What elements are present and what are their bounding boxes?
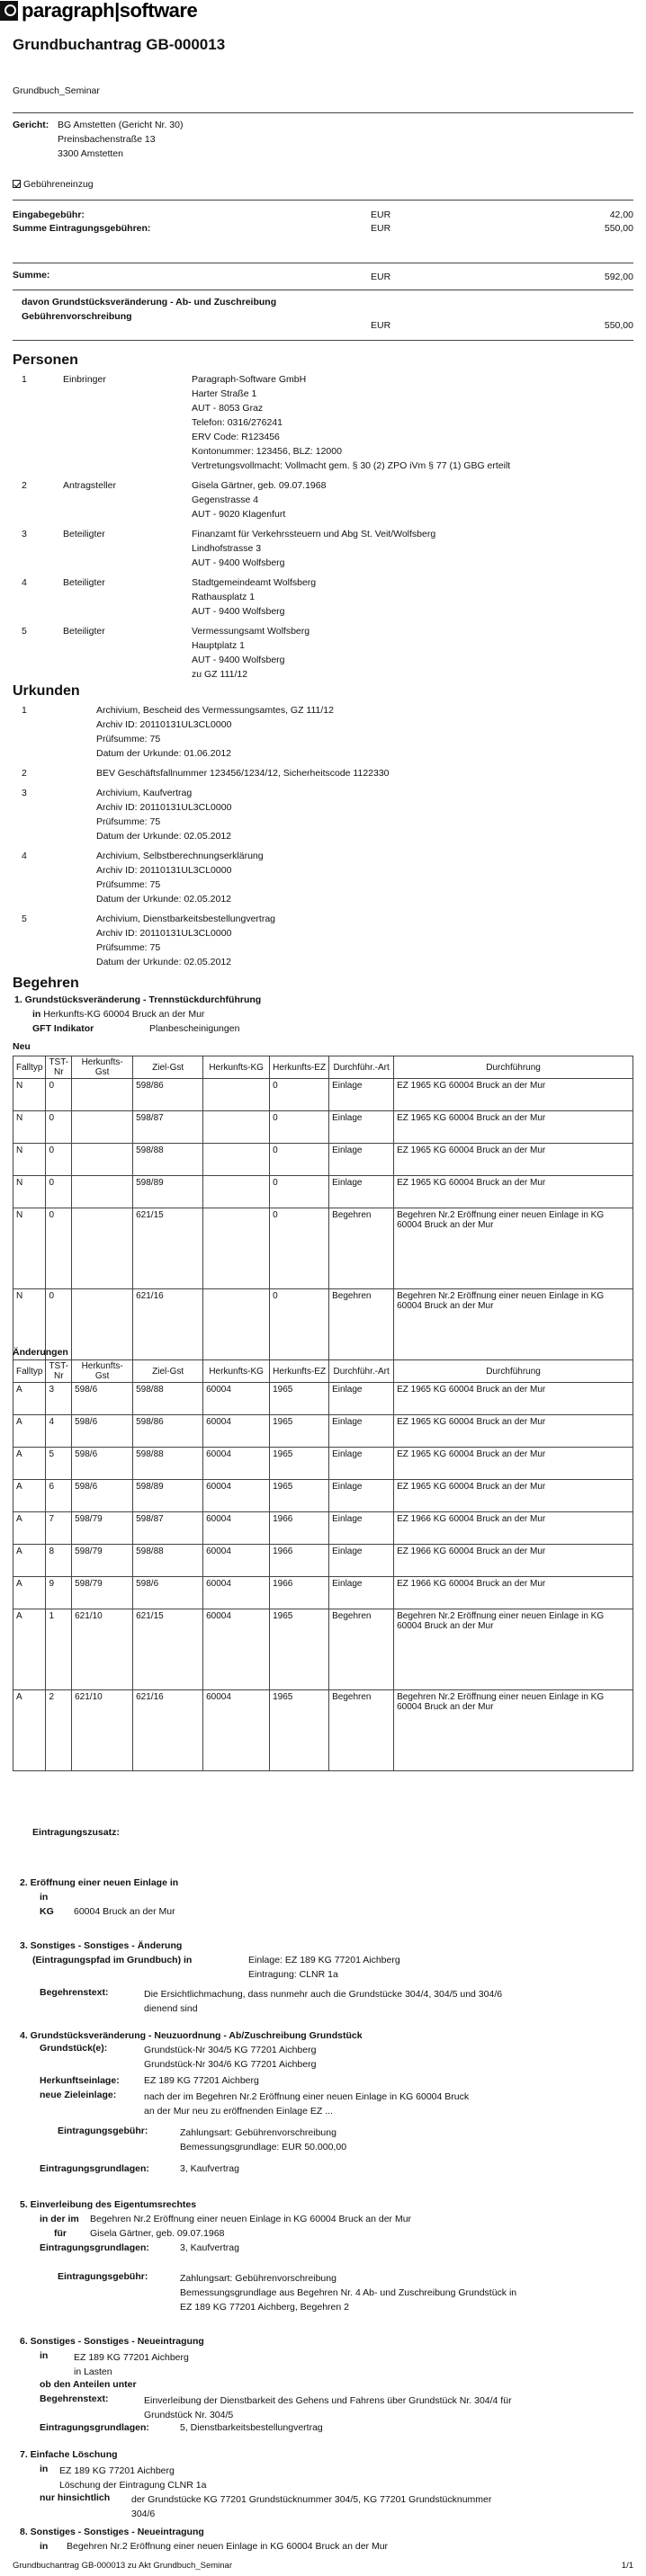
- documents-heading: Urkunden: [13, 683, 80, 699]
- request-2-in: in: [40, 1892, 49, 1903]
- table-cell: 60004: [203, 1609, 270, 1690]
- table-cell: 621/16: [133, 1289, 203, 1370]
- court-label: Gericht:: [13, 120, 49, 130]
- page-footer: Grundbuchantrag GB-000013 zu Akt Grundbuch_Seminar 1/1: [13, 2561, 633, 2571]
- table-cell: 60004: [203, 1690, 270, 1771]
- table-row: [13, 1448, 633, 1480]
- request-2-title: 2. Eröffnung einer neuen Einlage in: [20, 1877, 179, 1888]
- table-cell: [203, 1289, 270, 1370]
- table-row: [13, 1144, 633, 1176]
- gft-value: Planbescheinigungen: [149, 1023, 240, 1034]
- table-cell: 598/6: [72, 1448, 133, 1480]
- table-cell: A: [13, 1480, 46, 1512]
- table-cell: 1966: [270, 1512, 329, 1545]
- table-cell: [72, 1289, 133, 1370]
- table-cell: 598/88: [133, 1448, 203, 1480]
- table-cell: EZ 1966 KG 60004 Bruck an der Mur: [394, 1512, 633, 1545]
- paragraph-logo-icon: [0, 1, 18, 21]
- table-cell: 8: [46, 1545, 72, 1577]
- changes-table: [13, 1359, 633, 1771]
- table-cell: 60004: [203, 1512, 270, 1545]
- table-cell: 621/15: [133, 1208, 203, 1289]
- table-cell: [72, 1144, 133, 1176]
- table-cell: [72, 1208, 133, 1289]
- column-header: Ziel-Gst: [133, 1056, 203, 1079]
- table-cell: EZ 1965 KG 60004 Bruck an der Mur: [394, 1383, 633, 1415]
- table-cell: Begehren Nr.2 Eröffnung einer neuen Einlage in KG 60004 Bruck an der Mur: [394, 1289, 633, 1370]
- total-value: 592,00: [604, 272, 633, 282]
- table-cell: A: [13, 1448, 46, 1480]
- table-cell: 598/89: [133, 1480, 203, 1512]
- checkbox-icon: [13, 180, 21, 188]
- total-label: Summe:: [13, 270, 50, 281]
- table-cell: Einlage: [329, 1480, 394, 1512]
- column-header: Herkunfts-Gst: [72, 1056, 133, 1079]
- table-cell: 9: [46, 1577, 72, 1609]
- table-cell: 2: [46, 1690, 72, 1771]
- table-cell: 598/6: [133, 1577, 203, 1609]
- table-cell: 6: [46, 1480, 72, 1512]
- table-cell: A: [13, 1512, 46, 1545]
- table-cell: 1966: [270, 1577, 329, 1609]
- table-cell: 598/86: [133, 1415, 203, 1448]
- table-cell: 0: [270, 1079, 329, 1111]
- table-cell: A: [13, 1415, 46, 1448]
- table-cell: 1965: [270, 1690, 329, 1771]
- table-cell: [203, 1208, 270, 1289]
- table-cell: 598/6: [72, 1480, 133, 1512]
- request-4-title: 4. Grundstücksveränderung - Neuzuordnung - Ab/Zuschreibung Grundstück: [20, 2030, 363, 2041]
- table-cell: Begehren Nr.2 Eröffnung einer neuen Einlage in KG 60004 Bruck an der Mur: [394, 1208, 633, 1289]
- table-cell: A: [13, 1690, 46, 1771]
- table-cell: 0: [270, 1176, 329, 1208]
- table-cell: 0: [46, 1144, 72, 1176]
- table-cell: 0: [270, 1208, 329, 1289]
- column-header: Herkunfts-KG: [203, 1056, 270, 1079]
- table-cell: 1965: [270, 1415, 329, 1448]
- person-4: 4: [22, 577, 27, 588]
- document-1: 1: [22, 705, 27, 716]
- table-cell: 598/6: [72, 1383, 133, 1415]
- table-cell: 1965: [270, 1383, 329, 1415]
- table-row: [13, 1480, 633, 1512]
- court-address: BG Amstetten (Gericht Nr. 30) Preinsbachenstraße 13 3300 Amstetten: [58, 120, 184, 159]
- column-header: Herkunfts-Gst: [72, 1360, 133, 1383]
- table-cell: A: [13, 1383, 46, 1415]
- table-cell: Einlage: [329, 1079, 394, 1111]
- table-row: [13, 1079, 633, 1111]
- gft-label: GFT Indikator: [32, 1023, 94, 1034]
- table-cell: [203, 1176, 270, 1208]
- table-cell: N: [13, 1208, 46, 1289]
- document-2: 2: [22, 768, 27, 779]
- fee-collection-checkbox[interactable]: Gebühreneinzug: [13, 179, 94, 190]
- table-cell: Begehren Nr.2 Eröffnung einer neuen Einlage in KG 60004 Bruck an der Mur: [394, 1690, 633, 1771]
- table-cell: 0: [46, 1079, 72, 1111]
- table-cell: 0: [46, 1289, 72, 1370]
- new-parcels-table: [13, 1056, 633, 1370]
- table-cell: EZ 1965 KG 60004 Bruck an der Mur: [394, 1448, 633, 1480]
- table-cell: [72, 1176, 133, 1208]
- table-cell: 0: [270, 1144, 329, 1176]
- table-cell: 7: [46, 1512, 72, 1545]
- request-3-title: 3. Sonstiges - Sonstiges - Änderung: [20, 1940, 183, 1951]
- table-cell: 60004: [203, 1577, 270, 1609]
- currency: EUR: [371, 209, 391, 220]
- table-cell: 621/15: [133, 1609, 203, 1690]
- currency: EUR: [371, 272, 391, 282]
- table-cell: N: [13, 1144, 46, 1176]
- table-cell: [203, 1111, 270, 1144]
- table-row: [13, 1383, 633, 1415]
- column-header: Durchführ.-Art: [329, 1360, 394, 1383]
- column-header: Durchführ.-Art: [329, 1056, 394, 1079]
- column-header: Falltyp: [13, 1056, 46, 1079]
- column-header: Herkunfts-EZ: [270, 1056, 329, 1079]
- divider: [13, 200, 633, 201]
- column-header: Falltyp: [13, 1360, 46, 1383]
- table-cell: 0: [270, 1111, 329, 1144]
- column-header: TST-Nr: [46, 1360, 72, 1383]
- request-8-title: 8. Sonstiges - Sonstiges - Neueintragung: [20, 2527, 204, 2537]
- document-5: 5: [22, 914, 27, 924]
- table-cell: Einlage: [329, 1545, 394, 1577]
- table-cell: Einlage: [329, 1415, 394, 1448]
- table-cell: Begehren: [329, 1208, 394, 1289]
- table-cell: EZ 1965 KG 60004 Bruck an der Mur: [394, 1079, 633, 1111]
- table-cell: 621/10: [72, 1609, 133, 1690]
- table-cell: 60004: [203, 1545, 270, 1577]
- table-cell: 60004: [203, 1448, 270, 1480]
- table-cell: 1965: [270, 1480, 329, 1512]
- fee-breakdown-label: davon Grundstücksveränderung - Ab- und Zuschreibung Gebührenvorschreibung: [22, 297, 277, 322]
- table-cell: 0: [46, 1208, 72, 1289]
- table-cell: 621/10: [72, 1690, 133, 1771]
- table-cell: 60004: [203, 1415, 270, 1448]
- table-cell: Einlage: [329, 1111, 394, 1144]
- table-cell: EZ 1966 KG 60004 Bruck an der Mur: [394, 1577, 633, 1609]
- table-cell: 1965: [270, 1448, 329, 1480]
- sum-fees-value: 550,00: [604, 223, 633, 234]
- table-cell: 598/79: [72, 1577, 133, 1609]
- divider: [13, 112, 633, 113]
- table-cell: EZ 1965 KG 60004 Bruck an der Mur: [394, 1176, 633, 1208]
- entry-addition-label: Eintragungszusatz:: [32, 1827, 120, 1838]
- table-cell: Begehren: [329, 1609, 394, 1690]
- table-row: [13, 1545, 633, 1577]
- document-page: paragraph|software Grundbuchantrag GB-000013 Grundbuch_Seminar Gericht: BG Amstetten (Gericht Nr. 30) Preinsbachenstraße 13 3300 Amstetten Gebühreneinzug Eingabegebühr: Summe Eintragungsgebühren: EUR EUR 42,00 550,00 Summe: EUR 592,00 davon Grundstücksveränderung - Ab- und Zuschreibung Gebührenvorschreibung EUR 550,00 Personen 1 Einbringer Paragraph-Software GmbH Harter Straße 1 AUT - 8053 Graz Telefon: 0316/276241 ERV Code: R123456 Kontonummer: 123456, BLZ: 12000 Vertretungsvollmacht: Vollmacht gem. § 30 (2) ZPO iVm § 77 (1) GBG erteilt 2 Antragsteller Gisela Gärtner, geb. 09.07.1968 Gegenstrasse 4 AUT - 9020 Klagenfurt 3 Beteiligter Finanzamt für Verkehrssteuern und Abg St. Veit/Wolfsberg Lindhofstrasse 3 AUT - 9400 Wolfsberg 4 Beteiligter Stadtgemeindeamt Wolfsberg Rathausplatz 1 AUT - 9400 Wolfsberg 5 Beteiligter Vermessungsamt Wolfsberg Hauptplatz 1 AUT - 9400 Wolfsberg zu GZ 111/12 Urkunden 1 Archivium, Bescheid des Vermessungsamtes, GZ 111/12 Archiv ID: 20110131UL3CL0000 Prüfsumme: 75 Datum der Urkunde: 01.06.2012 2 BEV Geschäftsfallnummer 123456/1234/12, Sicherheitscode 1122330 3 Archivium, Kaufvertrag Archiv ID: 20110131UL3CL0000 Prüfsumme: 75 Datum der Urkunde: 02.05.2012 4 Archivium, Selbstberechnungserklärung Archiv ID: 20110131UL3CL0000 Prüfsumme: 75 Datum der Urkunde: 02.05.2012 5 Archivium, Dienstbarkeitsbestellungvertrag Archiv ID: 20110131UL3CL0000 Prüfsumme: 75 Datum der Urkunde: 02.05.2012 Begehren 1. Grundstücksveränderung - Trennstückdurchführung in Herkunfts-KG 60004 Bruck an der Mur GFT Indikator Planbescheinigungen Neu Falltyp TST-Nr Herkunfts-Gst Ziel-Gst Herkunfts-KG Herkunfts-EZ Durchführ.-Art Durchführung N 0 598/86 0 Einlage EZ 1965 KG 60004 Bruck an der Mur N 0 598/87 0 Einlage EZ 1965 KG 60004 Bruck an der Mur N 0 598/88 0 Einlage EZ 1965 KG 60004 Bruck an der Mur N 0 598/89 0 Einlage EZ 1965 KG 60004 Bruck an der Mur N 0 621/15 0 Begehren Begehren Nr.2 Eröffnung einer neuen Einlage in KG 60004 Bruck an der Mur N 0 621/16 0 Begehren Begehren Nr.2 Eröffnung einer neuen Einlage in KG 60004 Bruck an der Mur Änderungen Falltyp TST-Nr Herkunfts-Gst Ziel-Gst Herkunfts-KG Herkunfts-EZ Durchführ.-Art Durchführung A 3 598/6 598/88 60004 1965 Einlage EZ 1965 KG 60004 Bruck an der Mur A 4 598/6 598/86 60004 1965 Einlage EZ 1965 KG 60004 Bruck an der Mur A 5 598/6 598/88 60004 1965 Einlage EZ 1965 KG 60004 Bruck an der Mur A 6 598/6 598/89 60004 1965 Einlage EZ 1965 KG 60004 Bruck an der Mur A 7 598/79 598/87 60004 1966 Einlage EZ 1966 KG 60004 Bruck an der Mur A 8 598/79 598/88 60004 1966 Einlage EZ 1966 KG 60004 Bruck an der Mur A 9 598/79 598/6 60004 1966 Einlage EZ 1966 KG 60004 Bruck an der Mur A 1 621/10 621/15 60004 1965 Begehren Begehren Nr.2 Eröffnung einer neuen Einlage in KG 60004 Bruck an der Mur A 2 621/10 621/16 60004 1965 Begehren Begehren Nr.2 Eröffnung einer neuen Einlage in KG 60004 Bruck an der Mur Eintragungszusatz: 2. Eröffnung einer neuen Einlage in in KG 60004 Bruck an der Mur 3. Sonstiges - Sonstiges - Änderung (Eintragungspfad im Grundbuch) in Einlage: EZ 189 KG 77201 Aichberg Eintragung: CLNR 1a Begehrenstext: Die Ersichtlichmachung, dass nunmehr auch die Grundstücke 304/4, 304/5 und 304/6 dienend sind 4. Grundstücksveränderung - Neuzuordnung - Ab/Zuschreibung Grundstück Grundstück(e): Grundstück-Nr 304/5 KG 77201 Aichberg Grundstück-Nr 304/6 KG 77201 Aichberg Herkunftseinlage: EZ 189 KG 77201 Aichberg neue Zieleinlage: nach der im Begehren Nr.2 Eröffnung einer neuen Einlage in KG 60004 Bruck an der Mur neu zu eröffnenden Einlage EZ ... Eintragungsgebühr: Zahlungsart: Gebührenvorschreibung Bemessungsgrundlage: EUR 50.000,00 Eintragungsgrundlagen: 3, Kaufvertrag 5. Einverleibung des Eigentumsrechtes in der im Begehren Nr.2 Eröffnung einer neuen Einlage in KG 60004 Bruck an der Mur für Gisela Gärtner, geb. 09.07.1968 Eintragungsgrundlagen: 3, Kaufvertrag Eintragungsgebühr: Zahlungsart: Gebührenvorschreibung Bemessungsgrundlage aus Begehren Nr. 4 Ab- und Zuschreibung Grundstück in EZ 189 KG 77201 Aichberg, Begehren 2 6. Sonstiges - Sonstiges - Neueintragung in EZ 189 KG 77201 Aichberg in Lasten ob den Anteilen unter Begehrenstext: Einverleibung der Dienstbarkeit des Gehens und Fahrens über Grundstück Nr. 304/4 für Grundstück Nr. 304/5 Eintragungsgrundlagen: 5, Dienstbarkeitsbestellungvertrag 7. Einfache Löschung in EZ 189 KG 77201 Aichberg Löschung der Eintragung CLNR 1a nur hinsichtlich der Grundstücke KG 77201 Grundstücknummer 304/5, KG 77201 Grundstücknummer 304/6 8. Sonstiges - Sonstiges - Neueintragung in Begehren Nr.2 Eröffnung einer neuen Einlage in KG 60004 Bruck an der Mur Grundbuchantrag GB-000013 zu Akt Grundbuch_Seminar 1/1: [0, 0, 646, 2576]
- column-header: Durchführung: [394, 1056, 633, 1079]
- table-cell: 598/86: [133, 1079, 203, 1111]
- column-header: Herkunfts-EZ: [270, 1360, 329, 1383]
- column-header: Herkunfts-KG: [203, 1360, 270, 1383]
- table-cell: 598/88: [133, 1144, 203, 1176]
- table-cell: [72, 1111, 133, 1144]
- table-cell: Einlage: [329, 1176, 394, 1208]
- seminar-label: Grundbuch_Seminar: [13, 85, 100, 96]
- table-row: [13, 1111, 633, 1144]
- changes-section-label: Änderungen: [13, 1347, 68, 1358]
- table-cell: 598/89: [133, 1176, 203, 1208]
- table-cell: EZ 1966 KG 60004 Bruck an der Mur: [394, 1545, 633, 1577]
- table-cell: Einlage: [329, 1512, 394, 1545]
- person-5: 5: [22, 626, 27, 637]
- entry-fee-value: 42,00: [609, 209, 633, 220]
- divider: [13, 340, 633, 341]
- table-cell: 598/6: [72, 1415, 133, 1448]
- table-cell: N: [13, 1289, 46, 1370]
- persons-heading: Personen: [13, 352, 78, 368]
- table-cell: 598/79: [72, 1512, 133, 1545]
- table-cell: 1965: [270, 1609, 329, 1690]
- table-cell: Begehren: [329, 1289, 394, 1370]
- requests-heading: Begehren: [13, 976, 79, 991]
- table-cell: A: [13, 1545, 46, 1577]
- table-cell: 4: [46, 1415, 72, 1448]
- column-header: Ziel-Gst: [133, 1360, 203, 1383]
- new-section-label: Neu: [13, 1041, 31, 1052]
- table-cell: [203, 1144, 270, 1176]
- entry-fee-label: Eingabegebühr:: [13, 209, 85, 220]
- table-cell: EZ 1965 KG 60004 Bruck an der Mur: [394, 1111, 633, 1144]
- document-4: 4: [22, 851, 27, 861]
- table-cell: 0: [46, 1111, 72, 1144]
- table-cell: A: [13, 1609, 46, 1690]
- table-row: [13, 1415, 633, 1448]
- table-row: [13, 1176, 633, 1208]
- sum-fees-label: Summe Eintragungsgebühren:: [13, 223, 151, 234]
- breakdown-value: 550,00: [604, 320, 633, 331]
- request-7-title: 7. Einfache Löschung: [20, 2449, 118, 2460]
- table-cell: EZ 1965 KG 60004 Bruck an der Mur: [394, 1415, 633, 1448]
- request-1-origin: in Herkunfts-KG 60004 Bruck an der Mur: [32, 1009, 205, 1020]
- table-cell: 598/88: [133, 1545, 203, 1577]
- currency: EUR: [371, 320, 391, 331]
- person-3: 3: [22, 529, 27, 539]
- table-cell: N: [13, 1111, 46, 1144]
- table-cell: 598/87: [133, 1512, 203, 1545]
- table-cell: N: [13, 1176, 46, 1208]
- table-cell: Einlage: [329, 1144, 394, 1176]
- column-header: Durchführung: [394, 1360, 633, 1383]
- table-cell: Einlage: [329, 1383, 394, 1415]
- table-cell: [203, 1079, 270, 1111]
- table-row: [13, 1690, 633, 1771]
- currency: EUR: [371, 223, 391, 234]
- table-cell: [72, 1079, 133, 1111]
- table-cell: Begehren: [329, 1690, 394, 1771]
- table-row: [13, 1289, 633, 1370]
- table-cell: 621/16: [133, 1690, 203, 1771]
- person-2: 2: [22, 480, 27, 491]
- table-cell: Einlage: [329, 1448, 394, 1480]
- table-cell: 1: [46, 1609, 72, 1690]
- request-5-title: 5. Einverleibung des Eigentumsrechtes: [20, 2199, 197, 2210]
- table-cell: 0: [270, 1289, 329, 1370]
- brand-logo: paragraph|software: [0, 0, 216, 22]
- table-row: [13, 1208, 633, 1289]
- column-header: TST-Nr: [46, 1056, 72, 1079]
- table-cell: 1966: [270, 1545, 329, 1577]
- table-cell: EZ 1965 KG 60004 Bruck an der Mur: [394, 1144, 633, 1176]
- request-6-title: 6. Sonstiges - Sonstiges - Neueintragung: [20, 2336, 204, 2347]
- table-row: [13, 1577, 633, 1609]
- table-cell: 0: [46, 1176, 72, 1208]
- table-cell: 598/88: [133, 1383, 203, 1415]
- table-cell: 598/79: [72, 1545, 133, 1577]
- table-cell: 598/87: [133, 1111, 203, 1144]
- page-title: Grundbuchantrag GB-000013: [13, 36, 226, 53]
- table-cell: Einlage: [329, 1577, 394, 1609]
- request-1-title: 1. Grundstücksveränderung - Trennstückdurchführung: [14, 994, 262, 1005]
- table-cell: 60004: [203, 1480, 270, 1512]
- table-row: [13, 1609, 633, 1690]
- table-cell: A: [13, 1577, 46, 1609]
- table-row: [13, 1512, 633, 1545]
- table-cell: 3: [46, 1383, 72, 1415]
- table-cell: Begehren Nr.2 Eröffnung einer neuen Einlage in KG 60004 Bruck an der Mur: [394, 1609, 633, 1690]
- table-cell: EZ 1965 KG 60004 Bruck an der Mur: [394, 1480, 633, 1512]
- document-3: 3: [22, 788, 27, 798]
- person-1: 1: [22, 374, 27, 385]
- table-cell: 5: [46, 1448, 72, 1480]
- table-cell: 60004: [203, 1383, 270, 1415]
- table-cell: N: [13, 1079, 46, 1111]
